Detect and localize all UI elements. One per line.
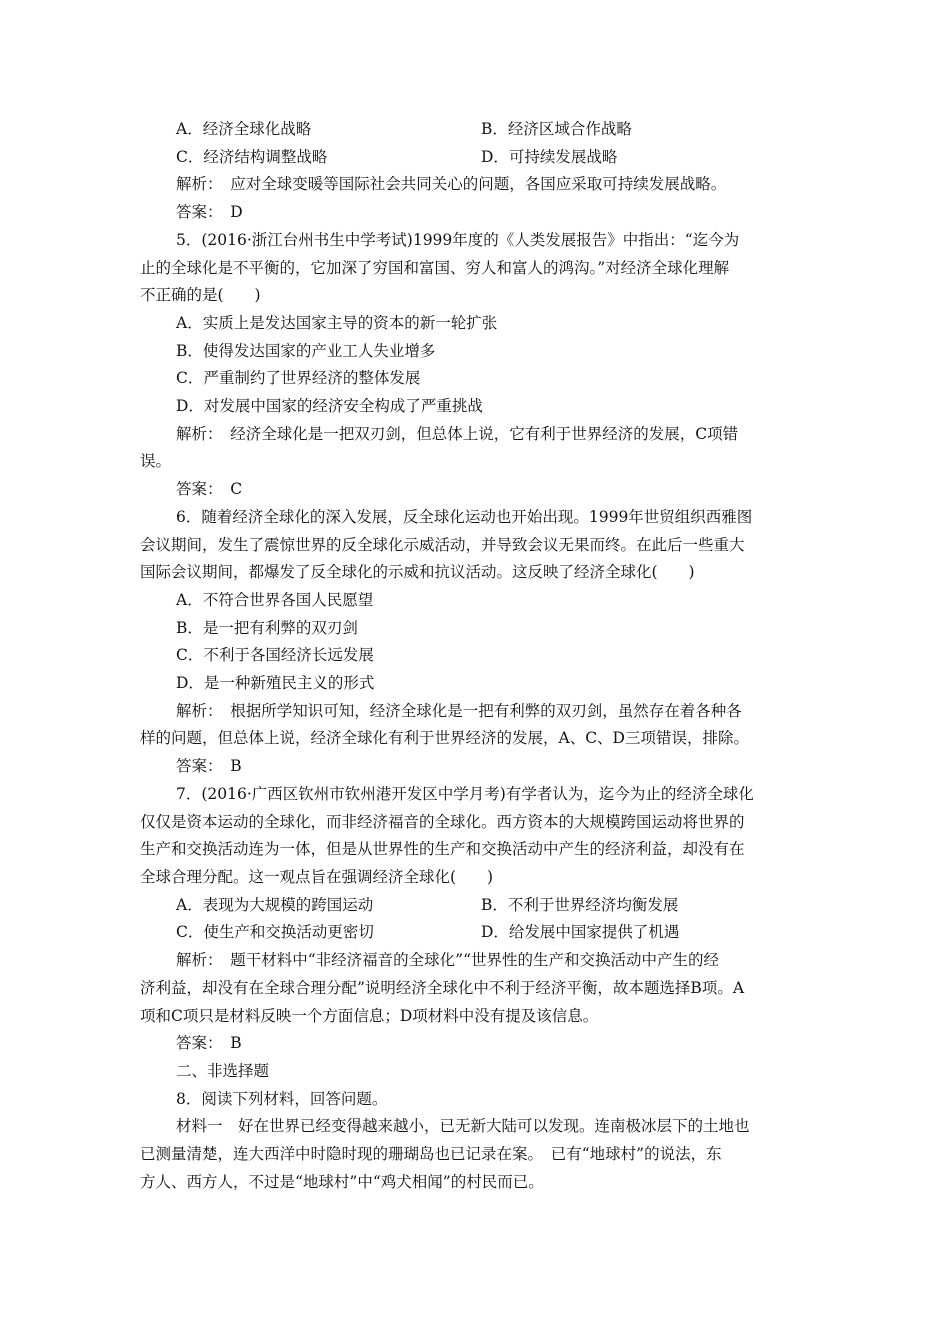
q7-option-d: D．给发展中国家提供了机遇: [481, 923, 680, 942]
q5-analysis-line-1: 解析： 经济全球化是一把双刃剑，但总体上说，它有利于世界经济的发展，C项错: [176, 424, 739, 443]
q7-option-c: C．使生产和交换活动更密切: [176, 923, 374, 942]
q5-stem-line-3: 不正确的是( ): [140, 286, 261, 305]
q7-analysis-line-3: 项和C项只是材料反映一个方面信息；D项材料中没有提及该信息。: [140, 1006, 599, 1025]
q8-material-1-line-1: 材料一 好在世界已经变得越来越小，已无新大陆可以发现。连南极冰层下的土地也: [176, 1117, 750, 1136]
q7-answer: 答案： B: [176, 1034, 242, 1053]
q8-stem: 8．阅读下列材料，回答问题。: [176, 1089, 388, 1108]
q8-material-1-line-3: 方人、西方人，不过是“地球村”中“鸡犬相闻”的村民而已。: [140, 1172, 544, 1191]
q6-option-b: B．是一把有利弊的双刃剑: [176, 618, 358, 637]
q6-option-d: D．是一种新殖民主义的形式: [176, 674, 375, 693]
q7-option-b: B．不利于世界经济均衡发展: [481, 895, 679, 914]
q5-option-d: D．对发展中国家的经济安全构成了严重挑战: [176, 397, 483, 416]
q4-option-d: D．可持续发展战略: [481, 147, 618, 166]
q4-options-row-2: [140, 144, 808, 172]
q6-option-c: C．不利于各国经济长远发展: [176, 646, 374, 665]
q5-option-a: A．实质上是发达国家主导的资本的新一轮扩张: [176, 313, 498, 332]
q7-options-row-1: [140, 892, 808, 920]
q4-analysis: 解析： 应对全球变暖等国际社会共同关心的问题，各国应采取可持续发展战略。: [176, 175, 727, 194]
q7-option-a: A．表现为大规模的跨国运动: [176, 895, 374, 914]
q7-stem-line-3: 生产和交换活动连为一体，但是从世界性的生产和交换活动中产生的经济利益，却没有在: [140, 840, 745, 859]
q6-stem-line-1: 6．随着经济全球化的深入发展，反全球化运动也开始出现。1999年世贸组织西雅图: [176, 507, 753, 526]
q6-stem-line-2: 会议期间，发生了震惊世界的反全球化示威活动，并导致会议无果而终。在此后一些重大: [140, 535, 745, 554]
q7-stem-line-1: 7．(2016·广西区钦州市钦州港开发区中学月考)有学者认为，迄今为止的经济全球化: [176, 784, 754, 803]
q5-stem-line-2: 止的全球化是不平衡的，它加深了穷国和富国、穷人和富人的鸿沟。”对经济全球化理解: [140, 258, 730, 277]
q7-analysis-line-1: 解析： 题干材料中“非经济福音的全球化”“世界性的生产和交换活动中产生的经: [176, 951, 720, 970]
q6-option-a: A．不符合世界各国人民愿望: [176, 590, 374, 609]
q4-option-c: C．经济结构调整战略: [176, 147, 328, 166]
q7-analysis-line-2: 济利益，却没有在全球合理分配”说明经济全球化中不利于经济平衡，故本题选择B项。A: [140, 978, 745, 997]
q4-option-a: A．经济全球化战略: [176, 120, 312, 138]
document-body: [140, 116, 808, 1196]
q6-analysis-line-1: 解析： 根据所学知识可知，经济全球化是一把有利弊的双刃剑，虽然存在着各种各: [176, 701, 742, 720]
q7-stem-line-4: 全球合理分配。这一观点旨在强调经济全球化( ): [140, 867, 494, 886]
q4-answer: 答案： D: [176, 203, 243, 222]
q5-stem-line-1: 5．(2016·浙江台州书生中学考试)1999年度的《人类发展报告》中指出：“迄今为: [176, 230, 740, 249]
q6-answer: 答案： B: [176, 757, 242, 776]
section-heading: 二、非选择题: [176, 1061, 270, 1080]
q6-stem-line-3: 国际会议期间，都爆发了反全球化的示威和抗议活动。这反映了经济全球化( ): [140, 563, 695, 582]
q4-option-b: B．经济区域合作战略: [481, 120, 632, 138]
q4-options-row-1: [140, 116, 808, 144]
q5-option-c: C．严重制约了世界经济的整体发展: [176, 369, 421, 388]
q5-option-b: B．使得发达国家的产业工人失业增多: [176, 341, 436, 360]
q8-material-1-line-2: 已测量清楚，连大西洋中时隐时现的珊瑚岛也已记录在案。 已有“地球村”的说法，东: [140, 1145, 722, 1164]
q5-analysis-line-2: 误。: [140, 452, 172, 471]
q7-options-row-2: [140, 919, 808, 947]
q7-stem-line-2: 仅仅是资本运动的全球化，而非经济福音的全球化。西方资本的大规模跨国运动将世界的: [140, 812, 745, 831]
q5-answer: 答案： C: [176, 480, 243, 499]
q6-analysis-line-2: 样的问题，但总体上说，经济全球化有利于世界经济的发展，A、C、D三项错误，排除。: [140, 729, 749, 748]
